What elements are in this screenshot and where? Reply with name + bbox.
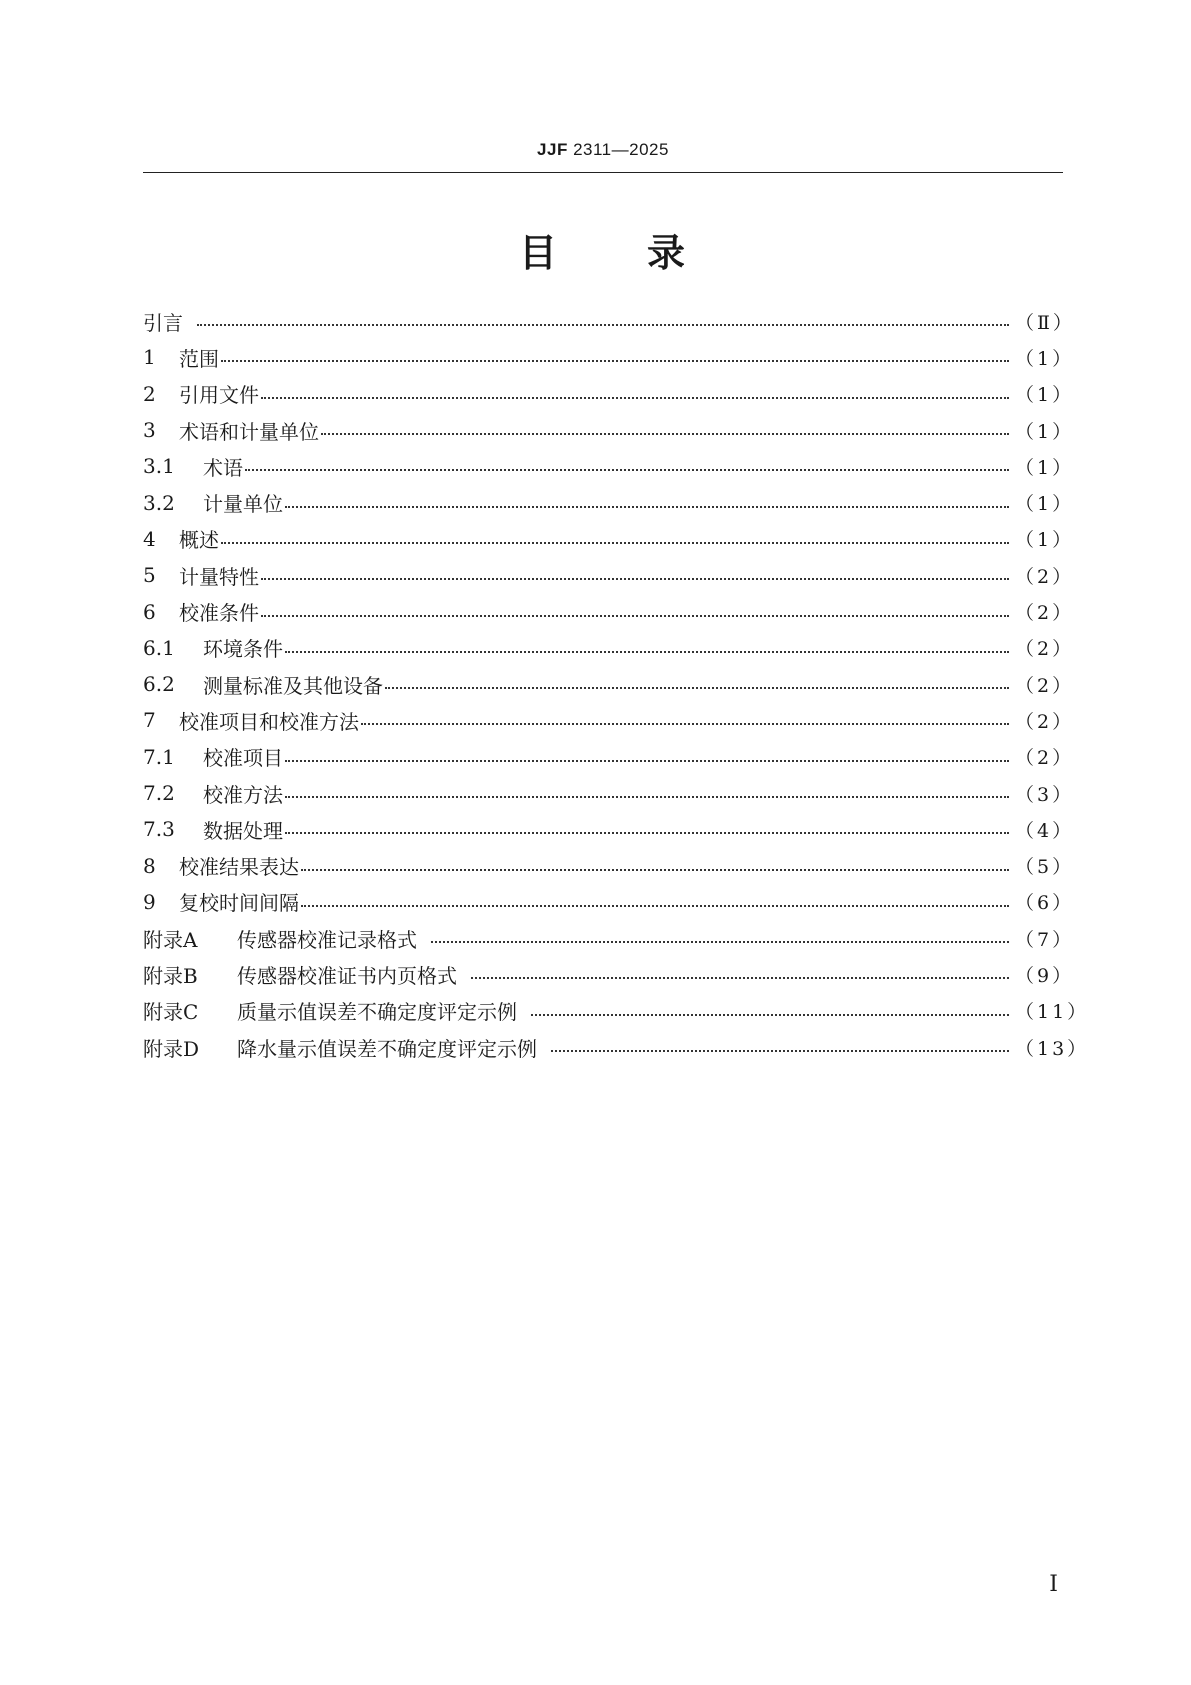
document-header <box>143 140 1063 160</box>
toc-entry-number: 6.2 <box>143 672 175 697</box>
toc-entry[interactable] <box>143 739 1075 775</box>
page-title-char-2: 录 <box>647 231 688 275</box>
toc-entry-label: 概述 <box>179 528 219 553</box>
toc-entry-number: 3.2 <box>143 490 175 515</box>
toc-entry[interactable] <box>143 993 1090 1029</box>
toc-entry-number: 5 <box>143 563 156 588</box>
toc-entry-label: 降水量示值误差不确定度评定示例 <box>237 1036 537 1061</box>
toc-entry-label: 术语 <box>203 455 243 480</box>
toc-entry-number: 8 <box>143 853 156 878</box>
toc-leader-dots <box>261 565 1009 585</box>
toc-entry-page: （2） <box>1015 674 1075 697</box>
toc-entry[interactable] <box>143 702 1075 738</box>
toc-entry-label: 引用文件 <box>179 383 259 408</box>
toc-leader-dots <box>385 674 1009 694</box>
toc-entry-page: （7） <box>1015 928 1075 951</box>
toc-entry-page: （1） <box>1015 529 1075 552</box>
toc-entry-number: 7.1 <box>143 744 175 769</box>
table-of-contents <box>143 303 1090 1065</box>
toc-entry-label: 校准项目 <box>203 746 283 771</box>
toc-entry-page: （1） <box>1015 456 1075 479</box>
toc-entry-number: 3.1 <box>143 454 175 479</box>
toc-leader-dots <box>285 819 1009 839</box>
toc-entry[interactable] <box>143 593 1075 629</box>
toc-entry-label: 校准结果表达 <box>179 855 299 880</box>
toc-entry-number: 附录C <box>143 1000 199 1025</box>
toc-entry[interactable] <box>143 775 1075 811</box>
toc-entry-number: 4 <box>143 526 156 551</box>
toc-entry[interactable] <box>143 884 1075 920</box>
toc-entry-page: （2） <box>1015 710 1075 733</box>
toc-entry-number: 9 <box>143 889 156 914</box>
toc-entry-page: （13） <box>1015 1037 1090 1060</box>
toc-entry[interactable] <box>143 811 1075 847</box>
toc-leader-dots <box>431 928 1009 948</box>
toc-entry-number: 7.2 <box>143 781 175 805</box>
toc-entry[interactable] <box>143 847 1075 883</box>
toc-entry-label: 环境条件 <box>203 637 283 662</box>
toc-entry-page: （1） <box>1015 420 1075 443</box>
toc-entry-page: （Ⅱ） <box>1015 311 1075 334</box>
toc-leader-dots <box>361 710 1009 730</box>
toc-leader-dots <box>285 638 1009 658</box>
toc-entry-page: （11） <box>1015 1001 1090 1024</box>
toc-leader-dots <box>285 747 1009 767</box>
toc-entry-label: 校准方法 <box>203 782 283 807</box>
toc-entry-page: （9） <box>1015 964 1075 987</box>
toc-entry-page: （6） <box>1015 892 1075 915</box>
toc-entry[interactable] <box>143 303 1075 339</box>
toc-leader-dots <box>321 420 1009 440</box>
toc-entry-label: 传感器校准证书内页格式 <box>237 963 457 988</box>
toc-entry-page: （2） <box>1015 565 1075 588</box>
toc-entry-page: （3） <box>1015 783 1075 806</box>
toc-entry-label: 术语和计量单位 <box>179 419 319 444</box>
toc-leader-dots <box>197 311 1009 331</box>
toc-leader-dots <box>301 892 1009 912</box>
toc-leader-dots <box>551 1037 1009 1057</box>
toc-entry[interactable] <box>143 557 1075 593</box>
toc-entry-number: 附录B <box>143 963 198 988</box>
toc-entry-label: 范围 <box>179 346 219 371</box>
toc-entry[interactable] <box>143 339 1075 375</box>
toc-entry-label: 计量单位 <box>203 492 283 517</box>
toc-leader-dots <box>285 493 1009 513</box>
toc-entry-number: 7 <box>143 708 156 733</box>
toc-entry-number: 3 <box>143 418 156 443</box>
toc-leader-dots <box>261 384 1009 404</box>
toc-entry-page: （2） <box>1015 602 1075 625</box>
toc-entry-label: 测量标准及其他设备 <box>203 673 383 698</box>
toc-entry-number: 6.1 <box>143 635 175 660</box>
toc-entry[interactable] <box>143 920 1075 956</box>
header-rule <box>143 172 1063 173</box>
page-number: Ⅰ <box>1049 1572 1058 1597</box>
toc-leader-dots <box>285 783 1009 803</box>
page-title <box>143 222 1063 277</box>
toc-entry[interactable] <box>143 484 1075 520</box>
toc-entry[interactable] <box>143 448 1075 484</box>
toc-leader-dots <box>531 1001 1009 1021</box>
toc-leader-dots <box>301 856 1009 876</box>
toc-entry[interactable] <box>143 376 1075 412</box>
toc-entry[interactable] <box>143 1029 1090 1065</box>
toc-entry-page: （4） <box>1015 819 1075 842</box>
toc-leader-dots <box>221 529 1009 549</box>
toc-leader-dots <box>471 964 1009 984</box>
toc-entry[interactable] <box>143 521 1075 557</box>
toc-entry-page: （1） <box>1015 347 1075 370</box>
toc-entry[interactable] <box>143 412 1075 448</box>
toc-entry-number: 7.3 <box>143 817 175 842</box>
toc-entry-number: 附录D <box>143 1036 200 1061</box>
page-title-char-1: 目 <box>518 231 559 275</box>
toc-entry-number: 2 <box>143 381 156 406</box>
toc-entry-page: （1） <box>1015 493 1075 516</box>
toc-entry-label: 引言 <box>143 310 183 335</box>
toc-entry-label: 质量示值误差不确定度评定示例 <box>237 1000 517 1025</box>
toc-leader-dots <box>261 602 1009 622</box>
toc-entry-page: （2） <box>1015 747 1075 770</box>
toc-entry[interactable] <box>143 630 1075 666</box>
toc-entry-page: （5） <box>1015 856 1075 879</box>
toc-entry[interactable] <box>143 956 1075 992</box>
toc-entry-label: 计量特性 <box>179 564 259 589</box>
toc-entry-page: （2） <box>1015 638 1075 661</box>
toc-entry-number: 6 <box>143 599 156 624</box>
toc-entry-label: 校准条件 <box>179 601 259 626</box>
toc-entry-label: 复校时间间隔 <box>179 891 299 916</box>
toc-entry[interactable] <box>143 666 1075 702</box>
toc-entry-number: 1 <box>143 345 156 370</box>
toc-leader-dots <box>221 347 1009 367</box>
standard-number: 2311—2025 <box>573 140 669 159</box>
toc-entry-page: （1） <box>1015 384 1075 407</box>
toc-entry-label: 校准项目和校准方法 <box>179 709 359 734</box>
toc-entry-label: 传感器校准记录格式 <box>237 927 417 952</box>
toc-leader-dots <box>245 456 1009 476</box>
toc-entry-number: 附录A <box>143 927 198 952</box>
toc-entry-label: 数据处理 <box>203 818 283 843</box>
standard-code: JJF <box>537 140 568 159</box>
